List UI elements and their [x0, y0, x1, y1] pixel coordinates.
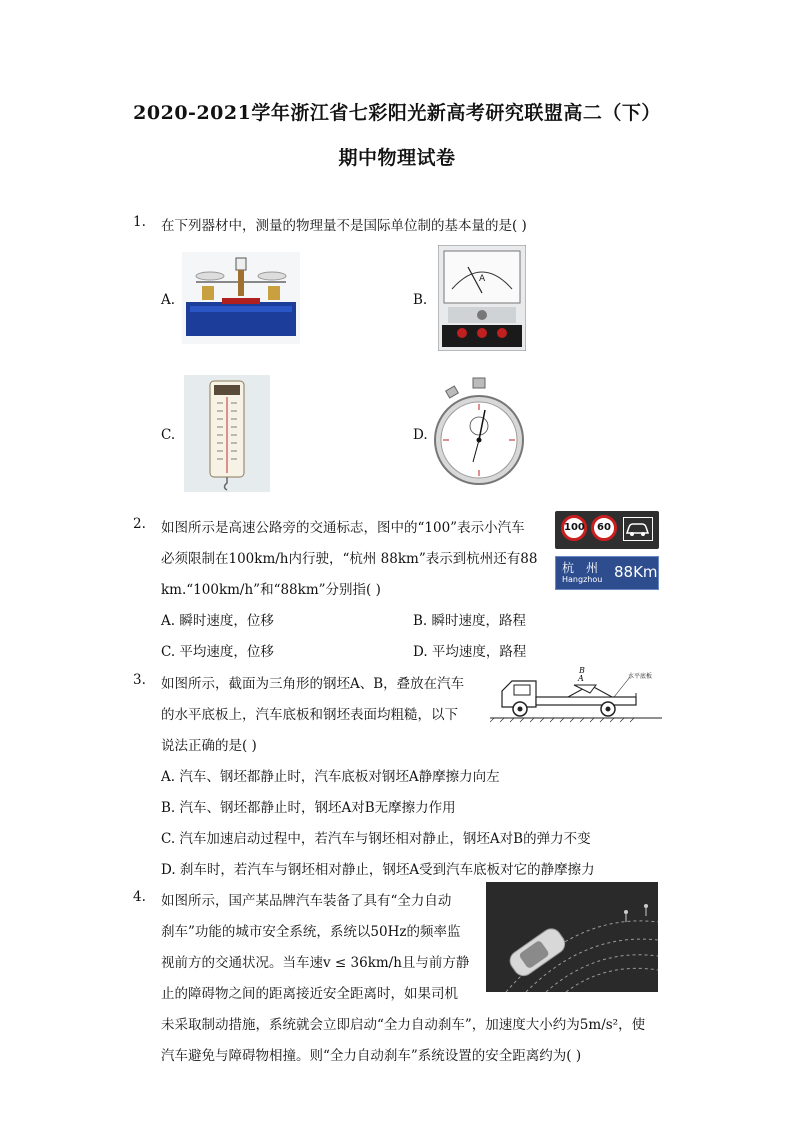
- truck-label-b: B: [579, 666, 585, 675]
- spring-scale-image: [184, 375, 270, 492]
- svg-text:A: A: [578, 674, 584, 683]
- q3-option-b: B. 汽车、钢坯都静止时，钢坯A对B无摩擦力作用: [161, 800, 456, 816]
- truck-diagram: [490, 663, 662, 723]
- page-title-line2: 期中物理试卷: [338, 147, 456, 169]
- question-4-line: 未采取制动措施，系统就会立即启动“全力自动刹车”，加速度大小约为5m/s²，使: [161, 1017, 646, 1033]
- q3-option-a: A. 汽车、钢坯都静止时，汽车底板对钢坯A静摩擦力向左: [161, 769, 500, 785]
- question-1-stem: 在下列器材中，测量的物理量不是国际单位制的基本量的是( ): [161, 218, 527, 234]
- svg-text:A: A: [479, 274, 486, 284]
- speed-limit-60-icon: 60: [591, 515, 617, 541]
- question-2-number: 2.: [133, 516, 146, 532]
- distance-sign-city: 杭 州: [562, 561, 599, 575]
- q3-option-c: C. 汽车加速启动过程中，若汽车与钢坯相对静止，钢坯A对B的弹力不变: [161, 831, 591, 847]
- question-4-line: 止的障碍物之间的距离接近安全距离时，如果司机: [161, 986, 458, 1002]
- question-4-line: 视前方的交通状况。当车速v ≤ 36km/h且与前方静: [161, 955, 470, 971]
- q2-option-b: B. 瞬时速度，路程: [413, 613, 527, 629]
- speed-limit-sign: [555, 511, 659, 549]
- question-4-line: 如图所示，国产某品牌汽车装备了具有“全力自动: [161, 893, 452, 909]
- q1-option-d-label: D.: [413, 427, 428, 443]
- q1-option-b-label: B.: [413, 292, 428, 308]
- question-4-line: 刹车”功能的城市安全系统，系统以50Hz的频率监: [161, 924, 461, 940]
- question-2-line: km.“100km/h”和“88km”分别指( ): [161, 582, 381, 598]
- q2-option-a: A. 瞬时速度，位移: [161, 613, 274, 629]
- question-3-line: 的水平底板上，汽车底板和钢坯表面均粗糙，以下: [161, 707, 458, 723]
- question-1-number: 1.: [133, 214, 146, 230]
- truck-label-board: 水平底板: [628, 673, 653, 680]
- q2-option-c: C. 平均速度，位移: [161, 644, 274, 660]
- car-icon: [623, 517, 653, 541]
- question-3-number: 3.: [133, 672, 146, 688]
- distance-sign-city-en: Hangzhou: [562, 575, 603, 584]
- speed-limit-100-icon: 100: [561, 515, 587, 541]
- question-2-line: 如图所示是高速公路旁的交通标志，图中的“100”表示小汽车: [161, 520, 525, 536]
- question-4-line: 汽车避免与障碍物相撞。则“全力自动刹车”系统设置的安全距离约为( ): [161, 1048, 582, 1064]
- q1-option-c-label: C.: [161, 427, 176, 443]
- page-title-line1: 2020-2021学年浙江省七彩阳光新高考研究联盟高二（下）: [133, 102, 661, 124]
- question-4-number: 4.: [133, 889, 146, 905]
- question-3-line: 如图所示，截面为三角形的钢坯A、B，叠放在汽车: [161, 676, 465, 692]
- distance-sign: [555, 556, 659, 590]
- question-3-line: 说法正确的是( ): [161, 738, 257, 754]
- q3-option-d: D. 刹车时，若汽车与钢坯相对静止，钢坯A受到汽车底板对它的静摩擦力: [161, 862, 595, 878]
- q2-option-d: D. 平均速度，路程: [413, 644, 527, 660]
- autobrake-car-image: [486, 882, 658, 992]
- question-2-line: 必须限制在100km/h内行驶，“杭州 88km”表示到杭州还有88: [161, 551, 538, 567]
- q1-option-a-label: A.: [161, 292, 176, 308]
- stopwatch-image: [433, 376, 525, 494]
- ammeter-image: [438, 245, 526, 351]
- distance-sign-value: 88Km: [614, 563, 658, 581]
- balance-scale-image: [182, 252, 300, 344]
